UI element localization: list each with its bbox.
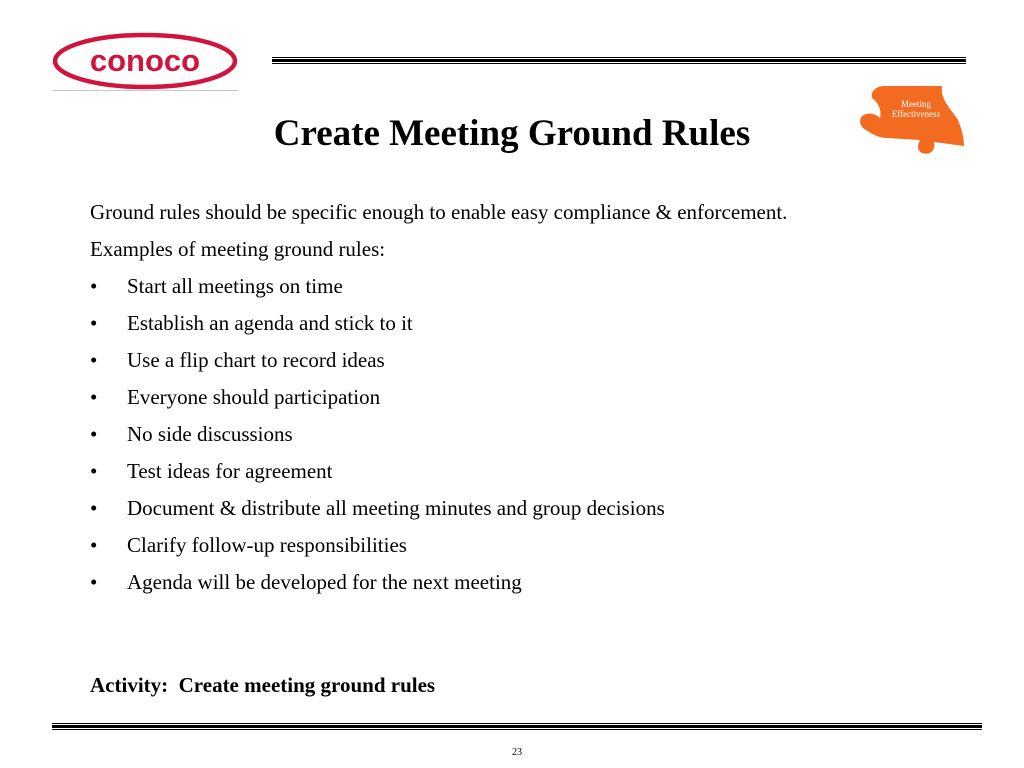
examples-heading: Examples of meeting ground rules:	[90, 237, 386, 261]
bullet-icon: •	[90, 385, 98, 409]
bullet-item	[90, 456, 850, 486]
bullet-item	[90, 308, 850, 338]
slide-body	[90, 197, 850, 604]
bullet-text: Everyone should participation	[127, 385, 381, 409]
bullet-text: Test ideas for agreement	[127, 459, 333, 483]
badge-line-1: Meeting	[901, 99, 931, 109]
conoco-logo	[52, 32, 238, 90]
bullet-text: Document & distribute all meeting minutes and group decisions	[127, 496, 665, 520]
bullet-icon: •	[90, 496, 98, 520]
bullet-item	[90, 419, 850, 449]
footer-rule	[52, 723, 982, 730]
bullet-text: Establish an agenda and stick to it	[127, 311, 413, 335]
bullet-text: Start all meetings on time	[127, 274, 343, 298]
svg-text:conoco: conoco	[89, 43, 201, 78]
bullet-text: No side discussions	[127, 422, 293, 446]
bullet-item	[90, 530, 850, 560]
bullet-text: Use a flip chart to record ideas	[127, 348, 385, 372]
activity-line: Activity: Create meeting ground rules	[90, 673, 436, 697]
bullet-icon: •	[90, 422, 98, 446]
bullet-icon: •	[90, 311, 98, 335]
page-number: 23	[512, 747, 522, 758]
bullet-icon: •	[90, 348, 98, 372]
bullet-text: Agenda will be developed for the next meeting	[127, 570, 522, 594]
bullet-item	[90, 271, 850, 301]
badge-label	[876, 99, 956, 119]
bullet-item	[90, 382, 850, 412]
bullet-icon: •	[90, 533, 98, 557]
bullet-icon: •	[90, 274, 98, 298]
intro-paragraph: Ground rules should be specific enough to enable easy compliance & enforcement.	[90, 200, 788, 224]
bullet-item	[90, 567, 850, 597]
bullet-text: Clarify follow-up responsibilities	[127, 533, 407, 557]
badge-line-2: Effectiveness	[891, 109, 941, 119]
bullet-item	[90, 345, 850, 375]
bullet-item	[90, 493, 850, 523]
slide-title: Create Meeting Ground Rules	[273, 113, 751, 154]
bullet-icon: •	[90, 459, 98, 483]
header-rule	[272, 57, 966, 64]
bullet-icon: •	[90, 570, 98, 594]
logo-underline	[52, 90, 238, 91]
